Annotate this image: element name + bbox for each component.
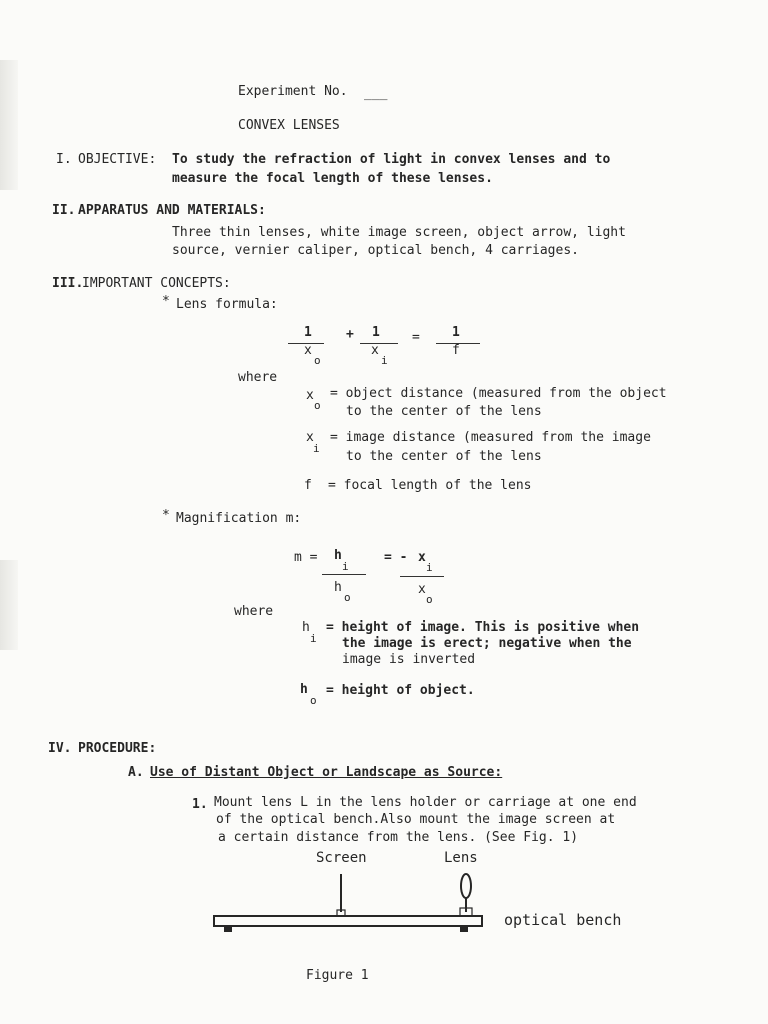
subscript: i xyxy=(381,354,388,367)
fraction-denominator: x xyxy=(304,343,312,358)
apparatus-line: Three thin lenses, white image screen, object arrow, light xyxy=(172,225,626,240)
subscript: o xyxy=(310,694,317,707)
screen-label: Screen xyxy=(316,850,367,866)
fraction-numerator: 1 xyxy=(452,325,460,340)
definition-line: = height of object. xyxy=(326,683,475,698)
section-number: III. xyxy=(52,276,84,291)
subscript: o xyxy=(314,399,321,412)
subscript: o xyxy=(344,591,351,604)
fraction-bar xyxy=(360,343,398,344)
definition-line: = object distance (measured from the object xyxy=(330,386,667,401)
subsection-title: Use of Distant Object or Landscape as Source: xyxy=(150,765,503,780)
fraction-bar xyxy=(322,574,366,575)
fraction-numerator: 1 xyxy=(372,325,380,340)
definition-symbol: h xyxy=(302,620,310,635)
section-heading: OBJECTIVE: xyxy=(78,152,157,167)
section-heading: PROCEDURE: xyxy=(78,741,157,756)
fraction-denominator: x xyxy=(418,582,426,597)
fraction-denominator: x xyxy=(371,343,379,358)
definition-symbol: h xyxy=(300,682,308,697)
definition-symbol: f xyxy=(304,478,312,493)
definition-line: image is inverted xyxy=(342,652,476,667)
experiment-number-blank: ___ xyxy=(364,86,388,101)
step-line: a certain distance from the lens. (See Fig. 1) xyxy=(218,830,579,845)
equals-sign: = xyxy=(412,330,420,345)
bench-rail xyxy=(214,916,482,926)
bullet-star: * xyxy=(162,508,170,523)
subscript: o xyxy=(426,593,433,606)
fraction-numerator: x xyxy=(418,550,426,565)
fraction-denominator: f xyxy=(452,343,460,358)
subscript: i xyxy=(342,560,349,573)
definition-line: to the center of the lens xyxy=(346,449,542,464)
subscript: i xyxy=(310,632,317,645)
definition-line: to the center of the lens xyxy=(346,404,542,419)
equals-minus-sign: = - xyxy=(384,550,408,565)
section-heading: IMPORTANT CONCEPTS: xyxy=(82,276,231,291)
apparatus-line: source, vernier caliper, optical bench, 4 carriages. xyxy=(172,243,579,258)
section-number: IV. xyxy=(48,741,72,756)
subscript: i xyxy=(313,442,320,455)
lens-formula-label: Lens formula: xyxy=(176,297,278,312)
definition-symbol: x xyxy=(306,430,314,445)
bench-foot-right xyxy=(460,926,468,932)
definition-line: = focal length of the lens xyxy=(328,478,532,493)
page-edge-shadow xyxy=(0,60,18,190)
page-edge-shadow xyxy=(0,560,18,650)
fraction-numerator: 1 xyxy=(304,325,312,340)
step-number: 1. xyxy=(192,797,208,812)
subsection-letter: A. xyxy=(128,765,144,780)
step-line: of the optical bench.Also mount the image screen at xyxy=(216,812,616,827)
where-label: where xyxy=(234,604,274,619)
subscript: i xyxy=(426,561,433,574)
section-number: I. xyxy=(56,152,72,167)
lens-shape xyxy=(461,874,471,898)
definition-symbol: x xyxy=(306,388,314,403)
experiment-label: Experiment No. xyxy=(238,84,348,99)
where-label: where xyxy=(238,370,278,385)
fraction-denominator: h xyxy=(334,580,342,595)
optical-bench-label: optical bench xyxy=(504,911,622,929)
figure-caption: Figure 1 xyxy=(306,968,369,983)
plus-sign: + xyxy=(346,327,354,342)
page-title: CONVEX LENSES xyxy=(238,118,340,133)
objective-line: measure the focal length of these lenses. xyxy=(172,171,493,186)
step-line: Mount lens L in the lens holder or carriage at one end xyxy=(214,795,637,810)
section-heading: APPARATUS AND MATERIALS: xyxy=(78,203,266,218)
definition-line: = image distance (measured from the image xyxy=(330,430,651,445)
fraction-numerator: h xyxy=(334,548,342,563)
subscript: o xyxy=(314,354,321,367)
magnification-symbol: m = xyxy=(294,550,318,565)
bullet-star: * xyxy=(162,294,170,309)
bench-foot-left xyxy=(224,926,232,932)
optical-bench-diagram xyxy=(206,866,496,942)
fraction-bar xyxy=(400,576,444,577)
lens-label: Lens xyxy=(444,850,478,866)
magnification-label: Magnification m: xyxy=(176,511,302,526)
definition-line: the image is erect; negative when the xyxy=(342,636,632,651)
definition-line: = height of image. This is positive when xyxy=(326,620,640,635)
objective-line: To study the refraction of light in convex lenses and to xyxy=(172,152,611,167)
section-number: II. xyxy=(52,203,76,218)
